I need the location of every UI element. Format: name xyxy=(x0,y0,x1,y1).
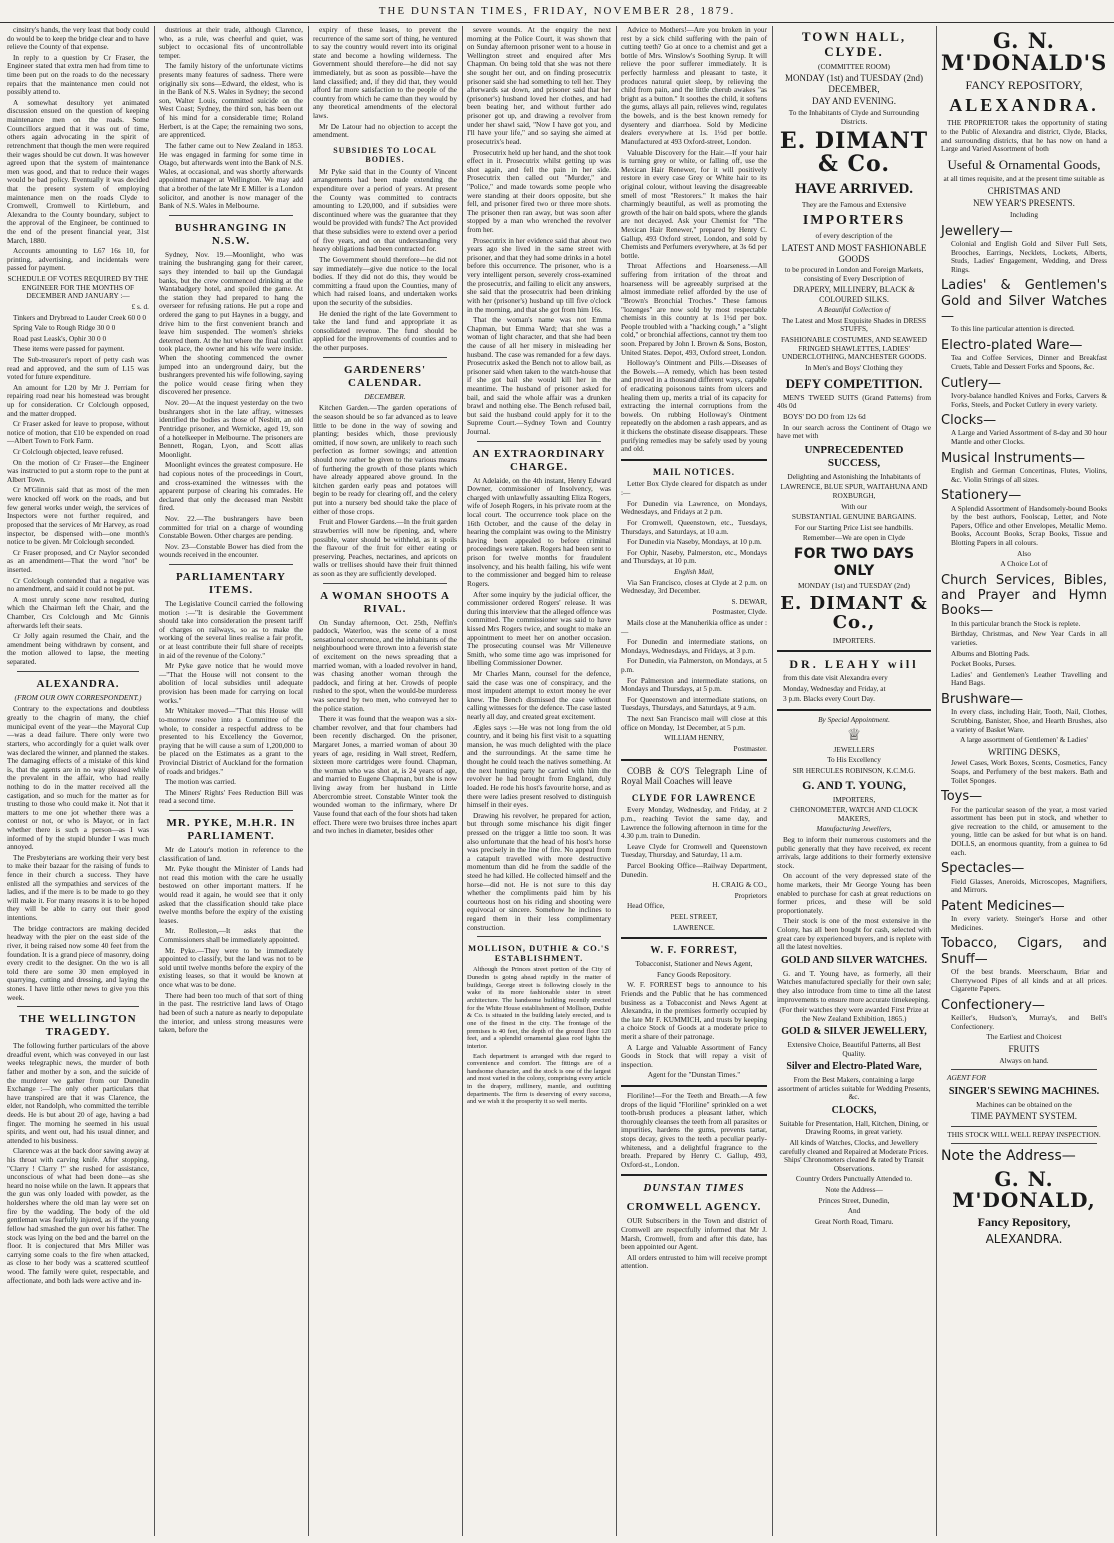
category-heading: Church Services, Bibles, and Prayer and Hymn Books— xyxy=(941,572,1107,619)
article-subheading: (FROM OUR OWN CORRESPONDENT.) xyxy=(14,692,142,702)
paragraph: In reply to a question by Cr Fraser, the Engineer stated that extra men had from time to time been put on the roads to do the necessary repairs that the maintenance men could not possibly attend to. xyxy=(7,52,149,97)
ad-heading: W. F. FORREST, xyxy=(650,945,738,957)
paragraph: An amount for L20 by Mr J. Perriam for repairing road near his homestead was brought up for consideration. Cr Colclough opposed, and the matter dropped. xyxy=(7,382,149,418)
paragraph: The Presbyterians are working their very best to make their bazaar for the raising of funds to fence in their church a success. They have enlisted all the sympathies and services of the ladies, and if the mere is to be made to go they will make it. For many reasons it is to be hoped they will be able to carry out their good intentions. xyxy=(7,852,149,923)
divider xyxy=(951,1143,1097,1144)
article-heading: A WOMAN SHOOTS A RIVAL. xyxy=(320,589,450,615)
ad-heading: G. AND T. YOUNG, xyxy=(802,778,906,793)
ad-subheading: Tobacconist, Stationer and News Agent, xyxy=(635,959,753,969)
category-description: For the particular season of the year, a most varied assortment has been put in stock, and whether to give recreation to the child, or amusement to the young, little can be asked for but what is on hand. DOLLS, an enormous quantity, from a guinea to 6d each. xyxy=(951,804,1107,857)
category-heading: Clocks— xyxy=(941,413,997,429)
paragraph: Mr. Rolleston,—It asks that the Commissioners shall be immediately appointed. xyxy=(159,926,303,945)
article-heading: ALEXANDRA. xyxy=(36,677,120,690)
paragraph: On the motion of Cr Fraser—the Engineer was instructed to put a storm rope to the punt at Albert Town. xyxy=(7,457,149,484)
ad-subheading: (COMMITTEE ROOM) xyxy=(818,61,890,71)
ad-line: In our search across the Continent of Otago we have met with xyxy=(777,422,931,441)
divider xyxy=(621,1085,767,1087)
paragraph: Mr. Pyke thought the Minister of Lands had not read this motion with the care he usually bestowed on other important matters. If he would read it again, he would see that it only asked that the classification should take place twelve months before the expiry of the existing leases. xyxy=(159,864,303,925)
divider xyxy=(169,564,293,565)
ad-line: Machines can be obtained on the xyxy=(976,1099,1072,1109)
paragraph: A most unruly scene now resulted, during which the Chairman left the Chair, and the Chamber, Crs Colclough and Mc Ginnis afterwards left their seats. xyxy=(7,594,149,630)
paragraph: Cr M'Glinnis said that as most of the men were knocked off work on the roads, and but few general works under weigh, the services of Inspectors were not further required, and proposed that the services of Mr Harvey, as road inspector, be dispensed with—one month's notice to be given. Mr Colclough seconded. xyxy=(7,485,149,547)
category-heading: Cutlery— xyxy=(941,375,1002,391)
column-4 xyxy=(464,26,614,1536)
ad-line: A Beautiful Collection of xyxy=(817,305,891,315)
ad-line: A large assortment of Gentlemen' & Ladies' xyxy=(960,735,1088,745)
ad-line: Country Orders Punctually Attended to. xyxy=(795,1174,913,1184)
ad-line: IMPORTERS, xyxy=(832,794,876,804)
divider xyxy=(477,936,601,937)
divider xyxy=(477,441,601,442)
category-heading: Confectionery— xyxy=(941,997,1045,1013)
ad-line: MONDAY (1st) and TUESDAY (2nd) xyxy=(798,581,910,591)
divider xyxy=(621,459,767,461)
advertisement: Floriline!—For the Teeth and Breath.—A few drops of the liquid "Floriline" sprinkled on a wet tooth-brush produces a pleasant lather, which thoroughly cleanses the teeth from all parasites or impurities, hardens the gums, prevents tartar, stops decay, gives to the teeth a peculiar pearly-whiteness, and a delightful fragrance to the breath. Prepared by Henry C. Gallup, 493, Oxford-st., London. xyxy=(621,1091,767,1169)
column-6 xyxy=(774,26,934,1536)
ad-line: Monday, Wednesday and Friday, at xyxy=(783,683,886,693)
paragraph: cinsitry's hands, the very least that body could do would be to keep the bridge clear and to have relieve the County of that expense. xyxy=(7,26,149,52)
paragraph: After some inquiry by the judicial officer, the commissioner ordered Rogers' release. It was during this interview that the alleged offence was committed. The commissioner was said to have kissed Mrs Rogers twice, and sought to make an appointment to meet her on another occasion. The prosecuting counsel was Mr Villeneuve Smith, who some time ago was imprisoned for libelling Commissioner Downer. xyxy=(467,589,611,668)
ad-line: A Choice Lot of xyxy=(1000,559,1048,569)
signature: WILLIAM HENRY, xyxy=(664,733,724,743)
category-heading: Spectacles— xyxy=(941,861,1025,877)
divider xyxy=(951,1126,1097,1127)
divider xyxy=(777,650,931,652)
paragraph: The bridge contractors are making decided headway with the pier on the east side of the river, it being raised now some 40 feet from the foundation. It is a grand piece of masonry, doing every credit to the designer. On the wo is all told there are some 30 men employed in quarrying, cutting and dressing, and laying the stones. I have little other news to give you this week. xyxy=(7,923,149,1002)
ad-heading: GOLD AND SILVER WATCHES. xyxy=(781,954,927,966)
paragraph: The Legislative Council carried the following motion :—"It is desirable the Government should take into consideration the present tariff of charges on railways, so as to make the working of the several lines realise a fair profit, or at least contribute their full share of receipts in aid of the revenue of the Colony." xyxy=(159,599,303,660)
ad-line: CHRISTMAS AND xyxy=(987,185,1061,196)
paragraph: Mr Pyke gave notice that he would move —"That the House will not consent to the abolition of local subsidies until adequate provision has been made for carrying on local works." xyxy=(159,661,303,705)
mail-line: For Dunedin, via Palmerston, on Mondays, at 5 p.m. xyxy=(621,656,767,675)
paragraph: The Government should therefore—he did not say immediately—give due notice to the local bodies. If they did not do this, they would be committing a fraud upon the Counties, many of which had raised loans, and undertaken works upon the security of the subsidies. xyxy=(313,254,457,307)
ad-heading: ALEXANDRA. xyxy=(985,1232,1063,1247)
category-heading: Tobacco, Cigars, and Snuff— xyxy=(941,936,1107,967)
paragraph: Mr Whitaker moved—"That this House will to-morrow resolve into a Committee of the whole, to consider a respectful address to be presented to his Excellency the Governor, praying that he will cause a sum of 1,200,000 to be placed on the Estimates as a grant to the Provincial District of Auckland for the formation of roads and bridges." xyxy=(159,706,303,776)
paragraph: Ægles says :—He was not long from the old country, and it being his first visit to a squatting mansion, he was much delighted with the place and the surroundings. At the same time he thought he could teach the natives something. At the next hunting party he carried with him the revolver he had brought from England, duly loaded. He rode his host's favourite horse, and as there were ladies present resolved to distinguish himself in their eyes. xyxy=(467,722,611,810)
paragraph: Clarence was at the back door sawing away at his throat with carving knife. After stopping, "Clarry ! Clarry !" she rushed for assistance, unconscious of what had been done—as she heard no noise while on the lawn. It appears that the gun was only loaded with powder, as the holdershes where the old man lay were set on fire by the wadding. The body of the old gentleman was fearfully injured, as if the young fellow had smashed the gun over his father. The stock was lying on the bed and the barrel on the floor. It is conjectured that Mrs Miller was carrying some coals to the fire when attacked, as close to her body was a scattered scuttleof wood. The family were quiet, respectable, and affectionate, and both lads were active and in- xyxy=(7,1146,149,1285)
advertisement: OUR Subscribers in the Town and district of Cromwell are respectfully informed that Mr J. Marsh, Cromwell, from and after this date, has been appointed our Agent. xyxy=(621,1216,767,1252)
paragraph: Prosecutrix held up her hand, and the shot took effect in it. Prosecutrix whilst getting up was shot again, and fell the pain in her side. Prosecutrix then called out "Murder," and "Police," and made towards some people who were standing at their doors opposite, but she fell, and prisoner fired two or three more shots. The prisoner then ran away, but was soon after stopped by a man who wrenched the revolver from her. xyxy=(467,147,611,235)
ad-line: THE PROPRIETOR takes the opportunity of stating to the Public of Alexandra and district, Clyde, Blacks, and surrounding districts, that he has now on hand a Large and Varied Assortment of both xyxy=(941,118,1107,154)
paragraph: Mr Charles Mann, counsel for the defence, said the case was one of conspiracy, and the most impudent attempt to extort money he ever knew. The Bench dismissed the case without calling witnesses for the defence. The case lasted nearly all day, and created great excitement. xyxy=(467,668,611,722)
paragraph: Moonlight evinces the greatest composure. He had copious notes of the proceedings in Court, and cross-examined the witnesses with the apparent purpose of clearing his comrades. He declared that only the deceased man Nesbitt fired. xyxy=(159,460,303,513)
ad-line: SIR HERCULES ROBINSON, K.C.M.G. xyxy=(792,765,916,775)
column-rule xyxy=(154,26,155,1536)
ad-heading: CLYDE FOR LAWRENCE xyxy=(631,792,757,803)
ad-brand: E. DIMANT & Co. xyxy=(779,128,929,178)
category-description: Albums and Blotting Pads. xyxy=(951,648,1030,658)
ad-line: Princes Street, Dunedin, xyxy=(818,1195,890,1205)
paragraph: severe wounds. At the enquiry the next morning at the Police Court, it was shown that on Sunday afternoon prisoner went to a house in Wellington street and enquired after Mrs Chapman. On being told that she was not there she sought her out, and on finding prosecutrix prisoner said she had something to tell her. They afterwards sat down, and prisoner said that her (prisoner's) husband loved her clothes, and had been beating her, and without further ado prisoner got up, and drawing a revolver from under her shawl said, "Now I have got you, and I'll have your life," and so saying she aimed at prosecutrix's head. xyxy=(467,26,611,146)
category-description: Tea and Coffee Services, Dinner and Breakfast Cruets, Table and Dessert Forks and Spoons, &c. xyxy=(951,353,1107,371)
ad-subheading: Fancy Goods Repository. xyxy=(657,969,731,979)
ad-line: Manufacturing Jewellers, xyxy=(816,824,892,834)
paragraph: Fruit and Flower Gardens.—In the fruit garden strawberries will now be ripening, and, where possible, water should be withheld, as it spoils the flavour of the fruit for either eating or preserving. Peaches, nectarines, and apricots on walls or trellises should have their fruit thinned as soon as they are sufficiently developed. xyxy=(313,517,457,578)
advertisement: Holloway's Ointment and Pills.—Diseases of the Bowels.—A remedy, which has been tested and proved in a thousand different ways, capable of eradicating poisonous taints from ulcers and healing them up, merits a trial of its capacity for extracting the internal corruptions from the bowels. On rubbing Holloway's Ointment repeatedly on the abdomen a rash appears, and as it thickens the obstinate disease disappears. These purifying remedies may be safely used by young and old. xyxy=(621,358,767,454)
column-rule xyxy=(616,26,617,1536)
category-description: Jewel Cases, Work Boxes, Scents, Cosmetics, Fancy Soaps, and Perfumery of the best makers. Bath and Toilet Sponges. xyxy=(951,758,1107,785)
ad-heading: DEFY COMPETITION. xyxy=(785,375,923,391)
column-1 xyxy=(4,26,152,1536)
paragraph: Drawing his revolver, he prepared for action, but through some mischance his digit finger pressed on the trigger a little too soon. It was also unfortunate that the head of his host's horse was precisely in the line of fire. No appeal from a catapult travelled with more destructive momentum than did he from the saddle of the steed he had killed. He collected himself and the horse—did not. He is not sure to this day whether the compliments paid him by his courteous host on his riding and shooting were equivocal or sincere. Somehow he inclines to regard them in their less complimentary construction. xyxy=(467,810,611,932)
ad-brand: G. N. M'DONALD'S xyxy=(941,28,1108,76)
ad-line: The Earliest and Choicest xyxy=(986,1032,1062,1042)
column-rule xyxy=(462,26,463,1536)
paragraph: Accounts amounting to L67 16s 10, for printing, advertising, and incidentals were passed for payment. xyxy=(7,246,149,273)
ad-line: LAWRENCE, BLUE SPUR, WAITAHUNA AND ROXBURGH, xyxy=(780,482,928,501)
ad-line: Great North Road, Timaru. xyxy=(814,1216,894,1226)
ad-heading: Useful & Ornamental Goods, xyxy=(947,156,1101,172)
paragraph: Cr Colclough contended that a negative was no amendment, and said it could not be put. xyxy=(7,575,149,594)
category-description: Pocket Books, Purses. xyxy=(951,659,1016,669)
ad-heading: IMPORTERS xyxy=(802,212,906,228)
schedule-row: Spring Vale to Rough Ridge 30 0 0 xyxy=(13,323,116,333)
paragraph: Mr. Pyke.—They were to be immediately appointed to classify, but the land was not to be sold until twelve months before the expiry of the existing leases, so that it would be known at once what was to be done. xyxy=(159,945,303,990)
ad-line: from this date visit Alexandra every xyxy=(783,673,888,683)
paragraph: Mr de Latour's motion in reference to the classification of land. xyxy=(159,844,303,863)
category-description: Keiller's, Hudson's, Murray's, and Bell's Confectionery. xyxy=(951,1013,1107,1031)
category-heading: Musical Instruments— xyxy=(941,450,1085,466)
ad-heading: DR. LEAHY will xyxy=(789,657,919,672)
column-rule xyxy=(308,26,309,1536)
category-heading: Electro-plated Ware— xyxy=(941,338,1083,354)
ad-line: TIME PAYMENT SYSTEM. xyxy=(971,1111,1077,1122)
ad-line: And xyxy=(847,1206,861,1216)
paragraph: Mr Pyke said that in the County of Vincent arrangements had been made extending the expenditure over a period of years. At present the County was committed to contracts amounting to L20,000, and if subsidies were discontinued where was the guarantee that they would be provided with funds? The Act provided that these subsidies were to extend over a period of five years, and on that understanding very heavy obligations had been contracted for. xyxy=(313,166,457,254)
paragraph: Mr De Latour had no objection to accept the amendment. xyxy=(313,121,457,140)
ad-brand: G. N. M'DONALD, xyxy=(952,1166,1096,1212)
column-7 xyxy=(938,26,1110,1536)
category-description: Field Glasses, Aneroids, Microscopes, Magnifiers, and Mirrors. xyxy=(951,876,1107,895)
ad-heading: Fancy Repository, xyxy=(977,1214,1071,1229)
ad-line: Their stock is one of the most extensive in the Colony, has all been bought for cash, selected with great care by experienced buyers, and is replete with all the latest novelties. xyxy=(777,916,931,952)
ad-heading: CLOCKS, xyxy=(831,1105,877,1117)
category-heading: Patent Medicines— xyxy=(941,898,1065,914)
category-description: In every class, including Hair, Tooth, Nail, Clothes, Scrubbing, Banister, Shoe, and Hearth Brushes, also a variety of Basket Ware. xyxy=(951,707,1107,734)
category-description: In every variety. Steinger's Horse and other Medicines. xyxy=(951,914,1107,932)
paragraph: The father came out to New Zealand in 1853. He was engaged in farming for some time in Otago, but afterwards went into the Bank of N.S. Wales, at occasional, and was shortly afterwards appointed manager at Wellington. We may add that a brother of the late Mr E Miller is a London solicitor, and another is now manager of the Bank of N.S. Wales in Melbourne. xyxy=(159,140,303,211)
advertisement: Every Monday, Wednesday, and Friday, at 2 p.m., reaching Teviot the same day, and Lawrence the following afternoon in time for the 4.30 p.m. train to Dunedin. xyxy=(621,805,767,841)
divider xyxy=(621,937,767,939)
column-3 xyxy=(310,26,460,1536)
section-heading: MAIL NOTICES. xyxy=(652,466,736,477)
paragraph: expiry of these leases, to prevent the recurrence of the same sort of thing, he ventured to say the country would revert into its original state and become a howling wilderness. The Government should therefore—he did not say immediately, but as soon as possible—have the land classified; and, if they did that, they would afford far more satisfaction to the people of the country from which he came than they would by any theoretical amendments of the electoral laws. xyxy=(313,26,457,121)
ad-line: of every description of the xyxy=(815,231,893,241)
paragraph: The family history of the unfortunate victims presents many features of sadness. There were originally six sons—Edward, the eldest, who is in the Bank of N.S. Wales in Sydney; the second son, Walter Louis, committed suicide on the West Coast; Sydney, the third son, has been out of his mind for a considerable time; Roland Herbert, is at the Cape; the remaining two sons, are apprenticed. xyxy=(159,61,303,140)
ad-line: MEN'S TWEED SUITS (Grand Patterns) from 40s 0d xyxy=(777,392,931,411)
ad-brand: E. DIMANT & Co., xyxy=(780,592,928,633)
ad-line: For our Starting Price List see handbills. xyxy=(794,522,914,532)
ad-line: IMPORTERS. xyxy=(832,635,876,645)
ad-line: FRUITS xyxy=(1008,1044,1040,1054)
address-line: LAWRENCE. xyxy=(673,922,715,932)
ad-line: Beg to inform their numerous customers and the public generally that they have received, ex recent arrivals, large additions to their formerly extensive stock. xyxy=(777,835,931,870)
schedule-title: SCHEDULE OF VOTES REQUIRED BY THE ENGINEER FOR THE MONTHS OF DECEMBER AND JANUARY :— xyxy=(7,274,149,301)
mail-subheading: English Mail, xyxy=(674,566,714,576)
ad-heading: Note the Address— xyxy=(941,1148,1076,1165)
advertisement: W. F. FORREST begs to announce to his Friends and the Public that he has commenced business as a Tobacconist and News Agent at Alexandra, in the premises formerly occupied by the late Mr F. KUMMICH, and trusts by keeping a choice Stock of Goods at a moderate price to merit a share of their patronage. xyxy=(621,980,767,1041)
ad-line: To the Inhabitants of Clyde and Surrounding Districts. xyxy=(788,108,920,126)
column-2 xyxy=(156,26,306,1536)
ad-line: 3 p.m. Blacks every Court Day. xyxy=(783,694,875,704)
mail-line: For Queenstown and intermediate stations, on Tuesdays, Thursdays, and Saturdays, at 9 a.m. xyxy=(621,694,767,713)
ad-line: To His Excellency xyxy=(827,755,881,765)
category-description: To this line particular attention is directed. xyxy=(951,324,1075,334)
article-heading: MR. PYKE, M.H.R. IN PARLIAMENT. xyxy=(166,817,296,842)
ad-heading: DUNSTAN TIMES xyxy=(643,1182,745,1195)
mail-line: For Dunedin via Naseby, Mondays, at 10 p.m. xyxy=(627,537,762,547)
paragraph: Cr Colclough objected, leave refused. xyxy=(13,447,124,457)
signature-title: Postmaster. xyxy=(733,743,767,753)
mail-line: Letter Box Clyde cleared for dispatch as under :— xyxy=(621,479,767,498)
paragraph: At Adelaide, on the 4th instant, Henry Edward Downer, commissioner of Insolvency, was charged with unlawfully assaulting Eliza Rogers, wife of Joseph Rogers, in his private room at the local court. The occurrence took place on the 16th October, and the cause of the delay in hearing the complaint was owing to the Ministry having been appealed to before criminal proceedings were taken. Rogers had been sent to prison for twelve months for fraudulent insolvency, and his health failing, his wife went to the commissioner and begged him to release Rogers. xyxy=(467,475,611,588)
category-description: A Large and Varied Assortment of 8-day and 30 hour Mantle and other Clocks. xyxy=(951,428,1107,447)
divider xyxy=(17,1006,139,1007)
category-heading: Brushware— xyxy=(941,692,1024,708)
address-line: PEEL STREET, xyxy=(670,912,718,922)
divider xyxy=(621,1174,767,1176)
divider xyxy=(323,357,447,358)
paragraph: Cr Jolly again resumed the Chair, and the amendment being withdrawn by consent, and the motion allowed to lapse, the meeting separated. xyxy=(7,631,149,667)
advertisement: Leave Clyde for Cromwell and Queenstown Tuesday, Thursday, and Saturday, 11 a.m. xyxy=(621,841,767,860)
ad-line: NEW YEAR'S PRESENTS. xyxy=(973,198,1075,209)
paragraph: The Sub-treasurer's report of petty cash was read and approved, and the sum of L15 was voted for future expenditure. xyxy=(7,354,149,382)
ad-line: Remember—We are open in Clyde xyxy=(802,533,906,543)
column-rule xyxy=(772,26,773,1536)
mail-line: Via San Francisco, closes at Clyde at 2 p.m. on Wednesday, 3rd December. xyxy=(621,577,767,596)
ad-line: DAY AND EVENING. xyxy=(811,96,897,107)
paragraph: Prosecutrix in her evidence said that about two years ago she lived in the same street with prisoner, and that they had some drinks in a hotel before this occurrence. The prisoner, who is a very intelligent person, severely cross-examined the prosecutrix, and failing to elicit any answers, she said that the prosecutrix had been drinking with her (prisoner's) husband up till five o'clock in the morning, and that she got from him 16s. xyxy=(467,235,611,314)
paragraph: dustrious at their trade, although Clarence, who, as a rule, was cheerful and quiet, was subject to occasional fits of uncontrollable temper. xyxy=(159,26,303,60)
schedule-row: Tinkers and Drybread to Lauder Creek 60 0 0 xyxy=(13,312,147,322)
paragraph: On Sunday afternoon, Oct. 25th, Neffin's paddock, Waterloo, was the scene of a most sensational occurrence, and the inhabitants of the neighbourhood were thrown into a feverish state of excitement on the news spreading that a married woman, with a loaded revolver in hand, was chasing another woman through the paddock, and firing at her. Crowds of people rushed to the spot, when the would-be murderess was secured by two men, who conveyed her to the police station. xyxy=(313,617,457,713)
category-description: English and German Concertinas, Flutes, Violins, &c. Violin Strings of all sizes. xyxy=(951,466,1107,484)
paragraph: Although the Princes street portion of the City of Dunedin is going ahead rapidly in the matter of buildings, George street is following closely in the wake of its more fashionable sister in street architecture. The handsome building recently erected for the White House establishment of Mollison, Duthie & Co. is situated in the building lately erected, and is one of the finest in the city. The frontage of the premises is 40 feet, the depth of the ground floor 120 feet, and a splendid ornamental glass roof lights the interior. xyxy=(467,966,611,1050)
mail-line: For Dunedin and intermediate stations, on Mondays, Wednesdays, and Fridays, at 3 p.m. xyxy=(621,637,767,655)
advertisement: Throat Affections and Hoarseness.—All suffering from irritation of the throat and hoarseness will be agreeably surprised at the almost immediate relief afforded by the use of "Brown's Bronchial Troches." These famous "lozenges" are now sold by most respectable chemists in this country at 1s 1½d per box. People troubled with a "hacking cough," a "slight cold," or bronchial affections, cannot try them too soon. Prepared by John I. Brown & Sons, Boston, United States. Depot, 493, Oxford street, London. xyxy=(621,261,767,357)
signature: S. DEWAR, xyxy=(731,596,767,606)
divider xyxy=(169,215,293,216)
signature-title: Proprietors xyxy=(734,890,767,900)
ad-line: FASHIONABLE COSTUMES, AND SEAWEED FRINGED SHAWLETTES, LADIES' UNDERCLOTHING, MANCHESTER GOODS. xyxy=(780,335,928,362)
divider xyxy=(621,759,767,761)
mail-line: For Palmerston and intermediate stations, on Mondays and Thursdays, at 5 p.m. xyxy=(621,675,767,694)
paragraph: A somewhat desultory yet animated discussion ensued on the question of keeping maintenance men on the roads. Some Councillors argued that it was out of time, others again advocating in the spirit of retrenchment that though the men were required their wages should be cut down. It was however agreed upon that the system of maintenance men was good, and that to reduce their wages would be bad policy. Eventually it was decided that the present system of employing maintenance men on the roads Clyde to Cromwell, Cromwell to Kirtleburn, and Alexandra to the County boundary, subject to the approval of the Engineer, be continued to the end of the present financial year, 31st March, 1880. xyxy=(7,97,149,245)
ad-line: WRITING DESKS, xyxy=(988,746,1060,757)
advertisement: COBB & CO'S Telegraph Line of Royal Mail Coaches will leave xyxy=(621,765,767,787)
category-description: A Splendid Assortment of Handsomely-bound Books by the best authors, Foolscap, Letter, and Note Papers, Office and other Envelopes, Metallic Memo. Books, Account Books, Scrap Books, Tissue and Blotting Papers in all colours. xyxy=(951,503,1107,547)
article-heading: THE WELLINGTON TRAGEDY. xyxy=(19,1013,137,1039)
ad-line: On account of the very depressed state of the home markets, their Mr George Young has been enabled to purchase for cash at great reductions on former prices, and these will be sold proportionately. xyxy=(777,871,931,915)
paragraph: These items were passed for payment. xyxy=(13,344,125,354)
ad-line: By Special Appointment. xyxy=(818,715,890,725)
ad-line: Extensive Choice, Beautiful Patterns, all Best Quality. xyxy=(787,1040,921,1058)
advertisement: Valuable Discovery for the Hair.—If your hair is turning grey or white, or falling off, use the Mexican Hair Renewer, for it will positively restore in every case Grey or White hair to its original colour, without leaving the disagreeable smell of most "Restorers." It makes the hair charmingly beautiful, as well as promoting the growth of the hair on bald spots, where the glands are not decayed. Ask your Chemist for "The Mexican Hair Renewer," prepared by Henry C. Gallup, 493 Oxford street, London, and sold by Chemists and Perfumers everywhere, at 3s 6d per bottle. xyxy=(621,147,767,260)
category-description: Birthday, Christmas, and New Year Cards in all varieties. xyxy=(951,629,1107,648)
category-description: In this particular branch the Stock is replete. xyxy=(951,618,1081,628)
paragraph: Contrary to the expectations and doubtless greatly to the chagrin of many, the chief municipal event of the year—the Mayoral Cup—was a dead failure. There only were two starters, who accordingly for a quiet walk over was declared the winner, and planned the stakes. The damaging effects of a mistake of this kind is, that the agents are in no way pleased while the prevalent in the affair, who had really nothing to do in the matter received all the castigation, and so much for the matter as for trusting to those who could make it. Not that it matters to me one jot whether there was a contest or not, or who is Mayor, or in fact whether there is such a person—as I was informed of by the stupid blunder I was much annoyed. xyxy=(7,704,149,852)
paragraph: The following further particulars of the above dreadful event, which was conveyed in our last weeks telegraphic news, the murder of both father and mother by a son, and the suicide of the murderer we gather from our Dunedin Exchange :—The only other particulars that have transpired are that it was Clarence, the elder, not Randolph, who committed the terrible deeds. He is but about 20 of age, having a bad finger. The morning he seemed in his usual spirits, and went out, had his usual dinner, and attended to his business. xyxy=(7,1041,149,1145)
paragraph: Nov. 20—At the inquest yesterday on the two bushrangers shot in the late affray, witnesses identified the bodies as those of Nesbitt, an old Pentridge prisoner, and Wernicke, aged 19, son of a hotelkeeper in Melbourne. The prisoners are Bennett, Rogan, Lyon, and Scott alias Moonlight. xyxy=(159,398,303,459)
category-heading: Jewellery— xyxy=(941,223,1013,239)
ad-line: With our xyxy=(841,501,867,511)
paragraph: Kitchen Garden.—The garden operations of the season should be so far advanced as to leave little to be done in the way of sowing and planting; besides which, those previously omitted, if now sown, are unlikely to reach such perfection as former sowings; and attention should now rather be given to the various means of furthering the growth of those plants which have already appeared above ground. In the kitchen garden early peas and potatoes will begin to be ready for clearing off, and the celery put into a nursery bed should take the place of either of those crops. xyxy=(313,403,457,516)
paragraph: The motion was carried. xyxy=(165,777,236,787)
advertisement: A Large and Valuable Assortment of Fancy Goods in Stock that will repay a visit of inspection. xyxy=(621,1042,767,1069)
ad-line: LATEST AND MOST FASHIONABLE GOODS xyxy=(781,242,927,264)
ad-heading: FOR TWO DAYS ONLY xyxy=(793,546,915,579)
crest-icon: ♕ xyxy=(846,726,862,744)
category-description: Of the best brands. Meerschaum, Briar and Cherrywood Pipes of all kinds and at all prices. Cigarette Papers. xyxy=(951,967,1107,994)
divider xyxy=(777,709,931,711)
ad-line: From the Best Makers, containing a large assortment of articles suitable for Wedding Presents, &c. xyxy=(777,1075,931,1102)
advertisement: Advice to Mothers!—Are you broken in your rest by a sick child suffering with the pain of cutting teeth? Go at once to a chemist and get a bottle of Mrs. Winslow's Soothing Syrup. It will relieve the poor sufferer immediately. It is perfectly harmless and pleasant to taste, it produces natural quiet sleep, by relieving the child from pain, and the little cherub awakes "as bright as a button." It soothes the child, it softens the gums, allays all pain, relieves wind, regulates the bowels, and is the best known remedy for dysentery and diarrhoea. Sold by Medicine dealers everywhere at 1s. 1½d per bottle. Manufactured at 493 Oxford-street, London. xyxy=(621,26,767,146)
paragraph: Sydney, Nov. 19.—Moonlight, who was training the bushranging gang for their career, says they intended to bail up the Gundagai banks, but the crew commenced drinking at the Wantabadgery hotel, and spoiled the game. At the station they had prepared to hang the overseer for refusing rations. He put a rope and ordered the gang to put Haynes in a buggy, and drive him to the first convenient branch and leave him suspended. The women's shrieks deterred them. At the hut where the final conflict took place, the owner and his wife were inside. When the shooting commenced the owner jumped into an underground dairy, but the bushrangers prevented his wife following, saying the police would cease firing when they discovered her presence. xyxy=(159,249,303,397)
paragraph: Each department is arranged with due regard to convenience and comfort. The fittings are of a handsome character, and the stock is one of the largest and most varied in the colony, comprising every article in the drapery, millinery, mantle, and outfitting departments. The firm is deserving of every success, and we wish it the prosperity it so well merits. xyxy=(467,1052,611,1106)
article-subheading: DECEMBER. xyxy=(364,391,406,401)
ad-line: AGENT FOR xyxy=(947,1073,986,1083)
category-heading: Ladies' & Gentlemen's Gold and Silver Watches— xyxy=(941,278,1107,325)
ad-heading: Silver and Electro-Plated Ware, xyxy=(786,1061,922,1073)
ad-heading: SINGER'S SEWING MACHINES. xyxy=(948,1085,1100,1097)
ad-line: Always on hand. xyxy=(999,1055,1049,1065)
ad-line: to be procured in London and Foreign Markets, consisting of Every Description of xyxy=(784,265,924,283)
ad-line: Delighting and Astonishing the Inhabitants of xyxy=(787,471,921,481)
masthead: THE DUNSTAN TIMES, FRIDAY, NOVEMBER 28, 1879. xyxy=(0,0,1114,23)
ad-line: Suitable for Presentation, Hall, Kitchen, Dining, or Drawing Rooms, in great variety. xyxy=(779,1118,929,1137)
ad-line: They are the Famous and Extensive xyxy=(801,200,907,210)
ad-dates: MONDAY (1st) and TUESDAY (2nd) DECEMBER, xyxy=(784,73,923,94)
ad-heading: ALEXANDRA. xyxy=(949,95,1099,116)
advertisement: All orders entrusted to him will receive prompt attention. xyxy=(621,1252,767,1271)
ad-line: (For their watches they were awarded First Prize at the New Zealand Exhibition, 1865.) xyxy=(779,1005,929,1023)
article-heading: GARDENERS' CALENDAR. xyxy=(343,363,427,389)
advertisement: Parcel Booking Office—Railway Department, Dunedin. xyxy=(621,861,767,879)
ad-line: CHRONOMETER, WATCH AND CLOCK MAKERS, xyxy=(790,805,918,823)
paragraph: There it was found that the weapon was a six-chamber revolver, and that four chambers had been recently discharged. On the prisoner, Margaret Jones, a married woman of about 30 years of age, residing in Wall street, Redfern, sixteen more cartridges were found. Chapman, the woman who was shot at, is 24 years of age, and married to Eugene Chapman, but she is now living away from her husband in Little Abercrombie street. Constable Winter took the wounded woman to the infirmary, where Dr Vause found that each of the four shots had taken effect. There were two bruises three inches apart and two inches in diameter, besides other xyxy=(313,714,457,836)
paragraph: That the woman's name was not Emma Chapman, but Emma Ward; that she was a woman of light character, and that she had been the cause of all her misery in misleading her husband. The case was remanded for a few days. Prosecutrix asked the Bench not to allow bail, as prisoner said when taken to the watch-house that if she got bail she would kill her in the meantime. The husband of prisoner asked for bail, and said the whole affair was a drunken brawl and nothing else. The Bench refused bail, but said the husband could apply for it to the Supreme Court.—Sydney Town and Country Journal. xyxy=(467,315,611,437)
advertisement: Agent for the "Dunstan Times." xyxy=(647,1070,741,1080)
ad-line: THIS STOCK WILL WELL REPAY INSPECTION. xyxy=(947,1129,1101,1139)
ad-heading: CROMWELL AGENCY. xyxy=(626,1201,762,1214)
ad-line: DRAPERY, MILLINERY, BLACK & COLOURED SILKS. xyxy=(793,285,915,304)
mail-line: Mails close at the Manuherikia office as under :— xyxy=(621,618,767,636)
ad-line: at all times requisite, and at the present time suitable as xyxy=(943,174,1105,184)
divider xyxy=(169,810,293,811)
ad-line: BOYS' DO DO from 12s 6d xyxy=(783,412,866,422)
category-heading: Stationery— xyxy=(941,488,1022,504)
ad-heading: HAVE ARRIVED. xyxy=(794,180,914,197)
mail-line: The next San Francisco mail will close at this office on Monday, 1st December, at 5 p.m. xyxy=(621,714,767,732)
article-heading: AN EXTRAORDINARY CHARGE. xyxy=(472,447,606,473)
mail-line: For Dunedin via Lawrence, on Mondays, Wednesdays, and Fridays at 2 p.m. xyxy=(621,498,767,517)
schedule-row: Road past Leask's, Ophir 30 0 0 xyxy=(13,333,107,343)
paragraph: Cr Fraser asked for leave to propose, without notice of motion, that £10 be expended on road—Albert Town to Fork Farm. xyxy=(7,419,149,446)
ad-line: SUBSTANTIAL GENUINE BARGAINS. xyxy=(791,512,917,522)
ad-heading: UNPRECEDENTED SUCCESS, xyxy=(804,443,904,469)
ad-line: In Men's and Boys' Clothing they xyxy=(805,362,903,372)
paragraph: Nov. 23—Constable Bower has died from the wounds received in the encounter. xyxy=(159,541,303,560)
category-description: Ladies' and Gentlemen's Leather Travelling and Hand Bags. xyxy=(951,669,1107,688)
ad-line: JEWELLERS xyxy=(833,744,875,754)
address-line: Head Office, xyxy=(627,901,665,911)
column-rule xyxy=(936,26,937,1536)
paragraph: He denied the right of the late Government to take the land fund and appropriate it as consolidated revenue. The fund should be applied for the improvements of counties and to the other purposes. xyxy=(313,308,457,352)
category-description: Ivory-balance handled Knives and Forks, Carvers & Forks, Steels, and Pocket Cutlery in every variety. xyxy=(951,390,1107,409)
article-heading: PARLIAMENTARY ITEMS. xyxy=(176,571,286,597)
ad-line: G. and T. Young have, as formerly, all their Watches manufactured specially for their own sale; they also introduce from time to time all the latest improvements to ensure more accurate timekeeping. xyxy=(777,968,931,1004)
ad-line: Note the Address— xyxy=(825,1185,883,1195)
divider xyxy=(17,671,139,672)
category-heading: Toys— xyxy=(941,789,983,805)
ad-line: Also xyxy=(1017,548,1031,558)
schedule-header: £ s. d. xyxy=(131,301,149,311)
divider xyxy=(323,583,447,584)
paragraph: There had been too much of that sort of thing in the past. The restrictive land laws of Otago had been of such a nature as nearly to depopulate the interior, and unless strong measures were taken, before the xyxy=(159,990,303,1035)
article-heading: MOLLISON, DUTHIE & CO.'S ESTABLISHMENT. xyxy=(468,943,610,964)
ad-line: All kinds of Watches, Clocks, and Jewellery carefully cleaned and Repaired at Moderate Prices. Ships' Chronometers cleaned & rated by Transit Observations. xyxy=(779,1138,929,1173)
mail-line: For Ophir, Naseby, Palmerston, etc., Mondays and Thursdays, at 10 p.m. xyxy=(621,547,767,566)
signature: H. CRAIG & CO., xyxy=(712,880,767,890)
signature-title: Postmaster, Clyde. xyxy=(712,607,767,617)
article-subheading: SUBSIDIES TO LOCAL BODIES. xyxy=(333,145,437,165)
paragraph: The Miners' Rights' Fees Reduction Bill was read a second time. xyxy=(159,787,303,806)
ad-heading: TOWN HALL, CLYDE. xyxy=(801,29,907,60)
article-heading: BUSHRANGING IN N.S.W. xyxy=(174,221,288,247)
divider xyxy=(951,1069,1097,1070)
column-5 xyxy=(618,26,770,1536)
ad-line: The Latest and Most Exquisite Shades in DRESS STUFFS, xyxy=(781,315,927,334)
ad-line: Including xyxy=(1010,210,1038,220)
category-description: Colonial and English Gold and Silver Full Sets, Brooches, Earrings, Necklets, Lockets, Alberts, Studs, Ladies' Engagement, Wedding, and Dress Rings. xyxy=(951,239,1107,274)
mail-line: For Cromwell, Queenstown, etc., Tuesdays, Thursdays, and Saturdays, at 10 a.m. xyxy=(621,517,767,536)
ad-heading: FANCY REPOSITORY, xyxy=(965,78,1083,93)
ad-heading: GOLD & SILVER JEWELLERY, xyxy=(781,1026,927,1038)
paragraph: Nov. 22.—The bushrangers have been committed for trial on a charge of wounding Constable Bowen. Other charges are pending. xyxy=(159,514,303,541)
paragraph: Cr Fraser proposed, and Cr Naylor seconded as an amendment—That the word "not" be inserted. xyxy=(7,547,149,574)
